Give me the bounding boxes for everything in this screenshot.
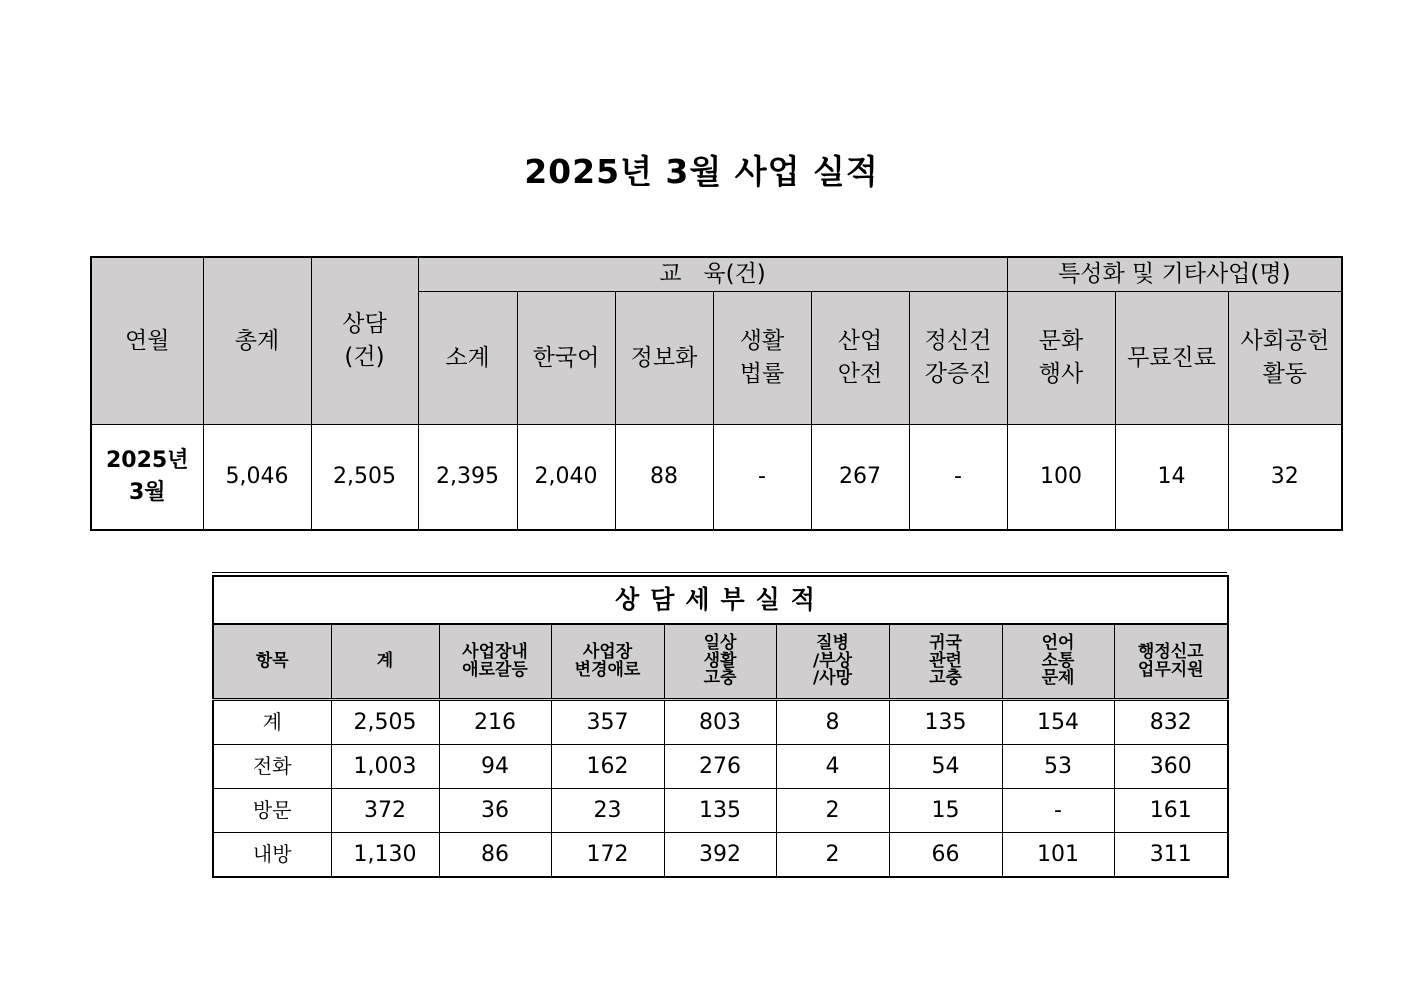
table-cell: 161 — [1114, 789, 1228, 833]
row-label: 전화 — [213, 745, 331, 789]
table-cell: 53 — [1002, 745, 1114, 789]
summary-table — [90, 256, 1343, 531]
header-culture: 문화 행사 — [1007, 292, 1115, 425]
cell-subtotal: 2,395 — [418, 425, 517, 531]
header-industrial-safety: 산업 안전 — [811, 292, 909, 425]
row-label: 내방 — [213, 833, 331, 878]
header-life-law: 생활 법률 — [713, 292, 811, 425]
table-row — [213, 833, 1228, 878]
detail-header-item: 항목 — [213, 624, 331, 700]
detail-header-language: 언어 소통 문제 — [1002, 624, 1114, 700]
header-mental-health: 정신건 강증진 — [909, 292, 1007, 425]
cell-month: 2025년 3월 — [91, 425, 203, 531]
detail-table — [212, 575, 1229, 878]
cell-counsel: 2,505 — [311, 425, 418, 531]
table-cell: 36 — [439, 789, 551, 833]
header-it: 정보화 — [615, 292, 713, 425]
table-cell: 15 — [889, 789, 1002, 833]
cell-free-clinic: 14 — [1115, 425, 1228, 531]
table-cell: 1,003 — [331, 745, 439, 789]
table-cell: 832 — [1114, 700, 1228, 745]
header-total: 총계 — [203, 257, 311, 425]
table-cell: 1,130 — [331, 833, 439, 878]
table-cell: 23 — [551, 789, 664, 833]
table-cell: 2 — [776, 789, 889, 833]
row-label: 계 — [213, 700, 331, 745]
cell-korean: 2,040 — [517, 425, 615, 531]
table-cell: 357 — [551, 700, 664, 745]
detail-header-return-home: 귀국 관련 고충 — [889, 624, 1002, 700]
table-cell: 172 — [551, 833, 664, 878]
table-cell: 101 — [1002, 833, 1114, 878]
detail-title: 상담세부실적 — [213, 576, 1228, 624]
table-row — [213, 789, 1228, 833]
detail-header-illness-injury: 질병 /부상 /사망 — [776, 624, 889, 700]
detail-header-daily-life: 일상 생활 고충 — [664, 624, 776, 700]
header-education-group: 교 육(건) — [418, 257, 1007, 292]
cell-culture: 100 — [1007, 425, 1115, 531]
table-row — [213, 745, 1228, 789]
table-cell: 216 — [439, 700, 551, 745]
table-cell: 162 — [551, 745, 664, 789]
table-cell: 2,505 — [331, 700, 439, 745]
table-cell: 8 — [776, 700, 889, 745]
table-cell: 276 — [664, 745, 776, 789]
cell-it: 88 — [615, 425, 713, 531]
cell-mental-health: - — [909, 425, 1007, 531]
header-subtotal: 소계 — [418, 292, 517, 425]
detail-header-admin-support: 행정신고 업무지원 — [1114, 624, 1228, 700]
header-social-contribution: 사회공헌 활동 — [1228, 292, 1342, 425]
table-cell: 803 — [664, 700, 776, 745]
header-free-clinic: 무료진료 — [1115, 292, 1228, 425]
header-korean: 한국어 — [517, 292, 615, 425]
table-cell: 94 — [439, 745, 551, 789]
table-cell: 66 — [889, 833, 1002, 878]
cell-total: 5,046 — [203, 425, 311, 531]
table-cell: 360 — [1114, 745, 1228, 789]
header-special-group: 특성화 및 기타사업(명) — [1007, 257, 1342, 292]
page-title: 2025년 3월 사업 실적 — [524, 152, 879, 191]
table-cell: 86 — [439, 833, 551, 878]
table-cell: 372 — [331, 789, 439, 833]
header-counsel: 상담 (건) — [311, 257, 418, 425]
cell-industrial-safety: 267 — [811, 425, 909, 531]
table-cell: 2 — [776, 833, 889, 878]
table-cell: 4 — [776, 745, 889, 789]
row-label: 방문 — [213, 789, 331, 833]
header-month: 연월 — [91, 257, 203, 425]
table-cell: 135 — [889, 700, 1002, 745]
table-row — [213, 700, 1228, 745]
cell-life-law: - — [713, 425, 811, 531]
table-cell: 392 — [664, 833, 776, 878]
detail-header-workplace-conflict: 사업장내 애로갈등 — [439, 624, 551, 700]
table-cell: - — [1002, 789, 1114, 833]
table-cell: 135 — [664, 789, 776, 833]
cell-social-contribution: 32 — [1228, 425, 1342, 531]
detail-top-rule — [212, 572, 1227, 573]
table-cell: 154 — [1002, 700, 1114, 745]
detail-header-total: 계 — [331, 624, 439, 700]
table-cell: 54 — [889, 745, 1002, 789]
table-cell: 311 — [1114, 833, 1228, 878]
detail-header-workplace-change: 사업장 변경애로 — [551, 624, 664, 700]
